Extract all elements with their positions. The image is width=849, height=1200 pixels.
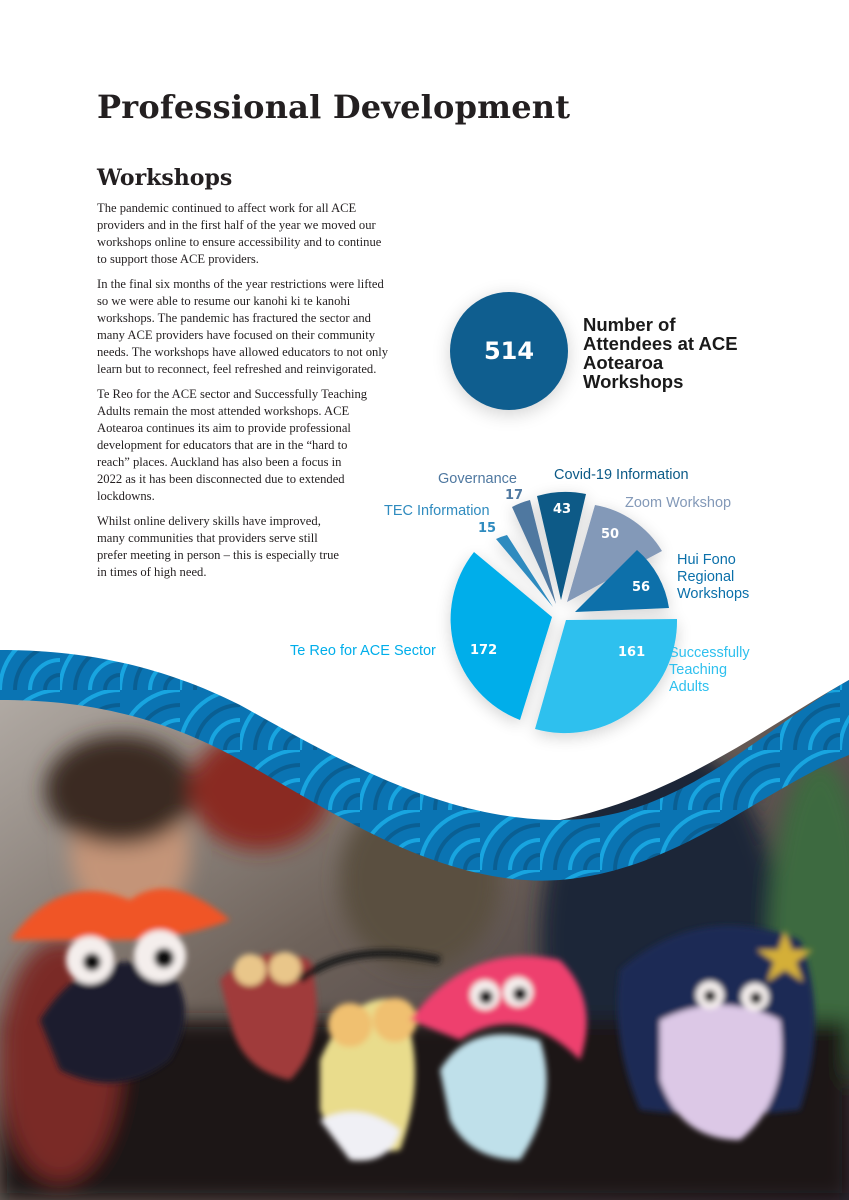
value-tec-information: 15 (478, 521, 497, 536)
label-tec-information: TEC Information (384, 503, 490, 519)
slice-successfully-teaching-adults (535, 619, 677, 733)
value-successfully-teaching-adults: 161 (618, 645, 646, 660)
value-zoom-workshop: 50 (601, 527, 620, 542)
label-zoom-workshop: Zoom Workshop (625, 495, 732, 511)
label-governance: Governance (438, 471, 517, 487)
value-te-reo: 172 (470, 643, 498, 658)
paragraph: In the final six months of the year restrictions were lifted so we were able to resume our kanohi ki te kanohi workshops. The pandemic has fractured the sector and many ACE providers have focused on their community needs. The workshops have allowed educators to not only learn but to reconnect, feel refreshed and reinvigorated. (97, 277, 389, 376)
slice-te-reo (451, 552, 552, 720)
label-hui-fono: Hui Fono Regional Workshops (677, 552, 750, 602)
value-hui-fono: 56 (632, 580, 651, 595)
attendees-total-label: Number of Attendees at ACE Aotearoa Workshops (583, 314, 738, 392)
paragraph: Whilst online delivery skills have improved, many communities that providers serve still prefer meeting in person – this is especially true in times of high need. (97, 513, 340, 579)
paragraph: Te Reo for the ACE sector and Successfully Teaching Adults remain the most attended workshops. ACE Aotearoa continues its aim to provide professional development for educators that are in the “hard to reach” places. Auckland has also been a focus in 2022 as it has been disconnected due to extended lockdowns. (97, 387, 368, 503)
value-covid-19: 43 (553, 502, 572, 517)
label-covid-19: Covid-19 Information (554, 467, 689, 483)
value-governance: 17 (505, 488, 524, 503)
page-title: Professional Development (97, 88, 571, 126)
label-te-reo: Te Reo for ACE Sector (290, 643, 436, 659)
label-successfully-teaching-adults: Successfully Teaching Adults (669, 645, 750, 695)
paragraph: The pandemic continued to affect work for all ACE providers and in the first half of the year we moved our workshops online to ensure accessibility and to continue to support those ACE providers. (97, 201, 382, 266)
section-title: Workshops (97, 165, 233, 191)
attendees-total-value: 514 (483, 337, 535, 365)
